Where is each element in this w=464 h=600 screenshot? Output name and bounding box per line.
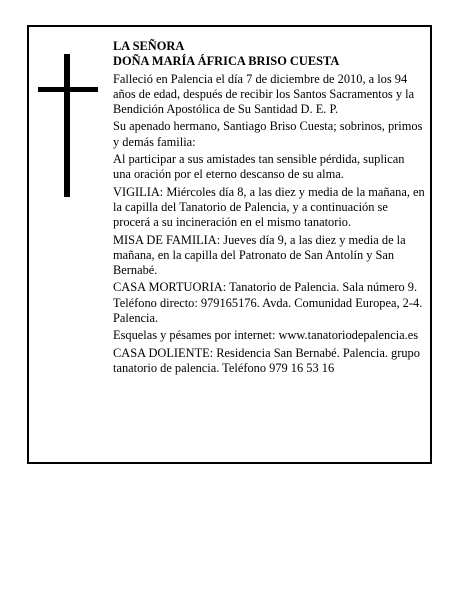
obituary-text — [113, 39, 425, 378]
paragraph-prayer-request: Al participar a sus amistades tan sensible pérdida, suplican una oración por el eterno descanso de su alma. — [113, 152, 405, 182]
paragraph-mourning-house: CASA DOLIENTE: Residencia San Bernabé. Palencia. grupo tanatorio de palencia. Teléfono 979 16 53 16 — [113, 345, 420, 375]
paragraph-vigil: VIGILIA: Miércoles día 8, a las diez y media de la mañana, en la capilla del Tanatorio de Palencia, y a continuación se procerá a su incineración en el mismo tanatorio. — [113, 184, 425, 230]
deceased-name: DOÑA MARÍA ÁFRICA BRISO CUESTA — [113, 54, 340, 69]
cross-icon-horizontal — [38, 87, 98, 92]
paragraph-family: Su apenado hermano, Santiago Briso Cuesta; sobrinos, primos y demás familia: — [113, 119, 423, 149]
paragraph-death-info: Falleció en Palencia el día 7 de diciembre de 2010, a los 94 años de edad, después de recibir los Santos Sacramentos y la Bendición Apostólica de Su Santidad D. E. P. — [113, 71, 415, 117]
paragraph-funeral-home: CASA MORTUORIA: Tanatorio de Palencia. Sala número 9. Teléfono directo: 979165176. Avda. Comunidad Europea, 2-4. Palencia. — [113, 280, 423, 326]
paragraph-internet: Esquelas y pésames por internet: www.tanatoriodepalencia.es — [113, 328, 419, 343]
cross-icon-vertical — [64, 54, 70, 197]
paragraph-family-mass: MISA DE FAMILIA: Jueves día 9, a las diez y media de la mañana, en la capilla del Patronato de San Antolín y San Bernabé. — [113, 232, 406, 278]
obituary-title-line1: LA SEÑORA — [113, 39, 185, 53]
